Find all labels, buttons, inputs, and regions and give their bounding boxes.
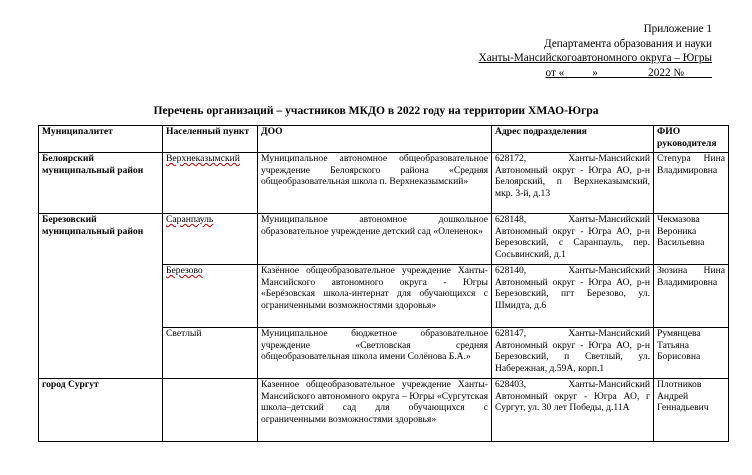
column-header: Адрес подразделения	[492, 126, 654, 153]
doo-cell: Казённое общеобразовательное учреждение Ханты-Мансийского автономного округа - Югры «Берёзовская школа-интернат для обучающихся с ограниченными возможностями здоровья»	[258, 265, 492, 328]
doo-cell: Муниципальное бюджетное образовательное учреждение «Светловская средняя общеобразовательная школа имени Солёнова Б.А.»	[258, 328, 492, 379]
department-line: Департамента образования и науки	[544, 37, 712, 50]
table-header-row	[39, 126, 729, 153]
appendix-header	[412, 22, 712, 80]
settlement-cell: Саранпауль	[163, 214, 258, 265]
column-header: Населенный пункт	[163, 126, 258, 153]
settlement-cell: Верхнеказымский	[163, 153, 258, 214]
settlement-cell: Березово	[163, 265, 258, 328]
organizations-table	[38, 125, 729, 442]
doo-cell: Муниципальное автономное общеобразовательное учреждение Белоярского района «Средняя общеобразовательная школа п. Верхнеказымский»	[258, 153, 492, 214]
municipality-cell: Березовский муниципальный район	[39, 214, 163, 379]
head-cell: Плотников Андрей Геннадьевич	[654, 379, 729, 442]
table-row	[39, 214, 729, 265]
column-header: ДОО	[258, 126, 492, 153]
document-title: Перечень организаций – участников МКДО в 2022 году на территории ХМАО-Югра	[153, 104, 599, 117]
date-number-line: от «_____»_________2022 №_____	[545, 66, 712, 79]
head-cell: Румянцева Татьяна Борисовна	[654, 328, 729, 379]
head-cell: Зюзина Нина Владимировна	[654, 265, 729, 328]
table-row	[39, 379, 729, 442]
head-cell: Степура Нина Владимировна	[654, 153, 729, 214]
settlement-cell	[163, 379, 258, 442]
address-cell: 628147, Ханты-Мансийский Автономный округ - Югра АО, р-н Березовский, п Светлый, ул. Набережная, д.59А, корп.1	[492, 328, 654, 379]
head-cell: Чекмазова Вероника Васильевна	[654, 214, 729, 265]
address-cell: 628148, Ханты-Мансийский Автономный округ - Югра АО, р-н Березовский, с Саранпауль, пер. Сосьвинский, д.1	[492, 214, 654, 265]
region-line: Ханты-Мансийскогоавтономного округа – Югры	[478, 52, 712, 64]
address-cell: 628403, Ханты-Мансийский Автономный округ - Югра АО, г Сургут, ул. 30 лет Победы, д.11А	[492, 379, 654, 442]
settlement-cell: Светлый	[163, 328, 258, 379]
address-cell: 628140, Ханты-Мансийский Автономный округ - Югра АО, р-н Березовский, пгт Березово, ул. Шмидта, д.6	[492, 265, 654, 328]
appendix-label: Приложение 1	[643, 23, 712, 35]
address-cell: 628172, Ханты-Мансийский Автономный округ - Югра АО, р-н Белоярский, п Верхнеказымский, мкр. 3-й, д.13	[492, 153, 654, 214]
municipality-cell: Белоярский муниципальный район	[39, 153, 163, 214]
column-header: ФИО руководителя	[654, 126, 729, 153]
table-row	[39, 153, 729, 214]
doo-cell: Казенное общеобразовательное учреждение Ханты-Мансийского автономного округа – Югры «Сургутская школа–детский сад для обучающихся с ограниченными возможностями здоровья»	[258, 379, 492, 442]
doo-cell: Муниципальное автономное дошкольное образовательное учреждение детский сад «Олененок»	[258, 214, 492, 265]
column-header: Муниципалитет	[39, 126, 163, 153]
municipality-cell: город Сургут	[39, 379, 163, 442]
